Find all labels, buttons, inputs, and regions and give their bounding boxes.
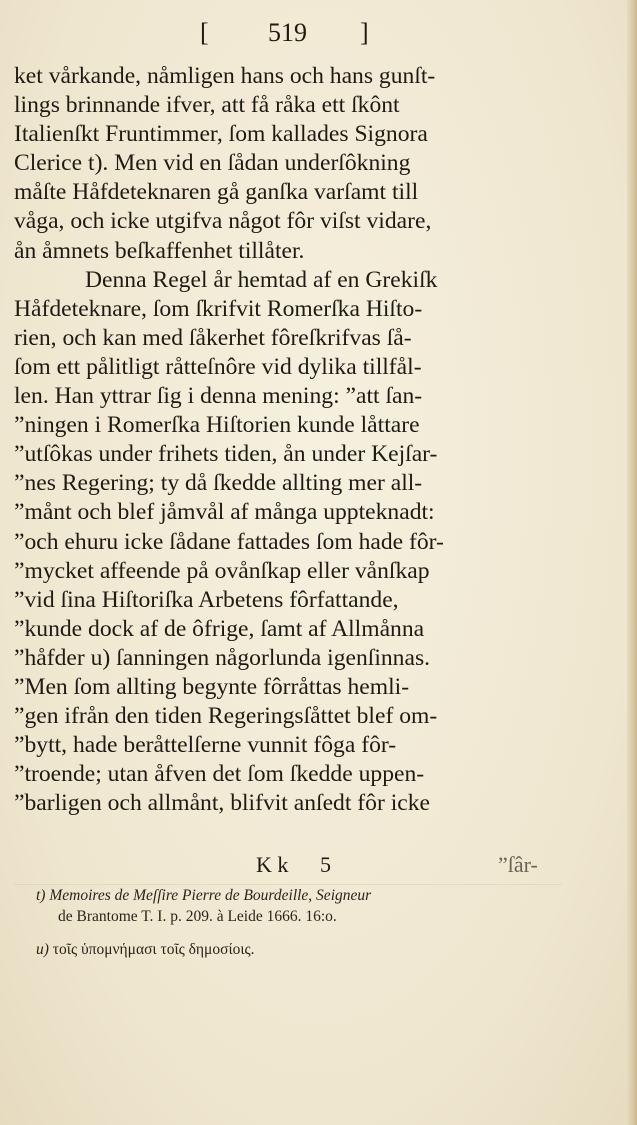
text-line: ”månt och blef jåmvål af många uppteknadt:	[14, 499, 435, 526]
text-line: Håfdeteknare, ſom ſkrifvit Romerſka Hiſto-	[14, 295, 423, 322]
text-line: len. Han yttrar ſig i denna mening: ”att ſan-	[14, 383, 423, 410]
page-edge	[627, 0, 637, 1125]
footnote-marker: u)	[36, 941, 49, 958]
signature-number: 5	[320, 852, 331, 877]
text-line: ”gen ifrån den tiden Regeringsſåttet blef om-	[14, 703, 438, 730]
text-line: ”bytt, hade beråttelſerne vunnit fôga fôr-	[14, 732, 397, 759]
text-line: ”barligen och allmånt, blifvit anſedt fôr icke	[14, 790, 431, 817]
page-header	[0, 18, 637, 54]
footnotes	[36, 886, 556, 961]
footnote-text: de Brantome T. I. p. 209. à Leide 1666. 16:o.	[58, 907, 337, 925]
right-bracket: ]	[360, 18, 369, 47]
footnote-greek-text: τοῖς ὑπομνήμασι τοῖς δημοσίοις.	[52, 941, 255, 958]
footnote-t	[36, 886, 556, 907]
text-line: ån åmnets beſkaffenhet tillåter.	[14, 237, 305, 264]
footnote-marker: t)	[36, 887, 46, 904]
text-line: ”utſôkas under frihets tiden, ån under Kejſar-	[14, 441, 438, 468]
text-line: ”nes Regering; ty då ſkedde allting mer all-	[14, 470, 423, 497]
page-number: 519	[268, 18, 307, 47]
text-line: lings brinnande ifver, att få råka ett ſkônt	[14, 92, 400, 119]
text-line: måſte Håfdeteknaren gå ganſka varſamt till	[14, 179, 419, 206]
text-line: Italienſkt Fruntimmer, ſom kallades Signora	[14, 121, 428, 148]
text-line: ket vårkande, nåmligen hans och hans gunſt-	[14, 63, 436, 89]
footnote-text: Memoires de Meſſire Pierre de Bourdeille, Seigneur	[49, 887, 372, 904]
text-line: ”håfder u) ſanningen någorlunda igenſinnas.	[14, 644, 431, 671]
text-line: ”vid ſina Hiſtoriſka Arbetens fôrfattande,	[14, 586, 399, 613]
left-bracket: [	[200, 18, 209, 47]
text-line: ”ningen i Romerſka Hiſtorien kunde låttare	[14, 412, 420, 439]
text-line: våga, och icke utgifva något fôr viſst vidare,	[14, 208, 432, 235]
signature-mark: K k	[256, 852, 289, 877]
footnote-t-cont	[36, 907, 556, 928]
text-line: ſom ett pålitligt råtteſnôre vid dylika tillfål-	[14, 353, 422, 380]
text-line: ”troende; utan åfven det ſom ſkedde uppen-	[14, 761, 425, 788]
text-line: ”och ehuru icke ſådane fattades ſom hade fôr-	[14, 528, 444, 555]
footnote-u	[36, 940, 556, 961]
body-text	[14, 62, 559, 818]
text-line: ”mycket affeende på ovånſkap eller vånſkap	[14, 557, 430, 584]
signature-line	[256, 852, 566, 882]
text-line: ”kunde dock af de ôfrige, ſamt af Allmånna	[14, 615, 425, 642]
catchword: ”ſâr-	[498, 852, 538, 877]
text-line: Clerice t). Men vid en ſådan underſôkning	[14, 150, 411, 177]
text-line: ”Men ſom allting begynte fôrråttas hemli-	[14, 673, 410, 700]
text-line: rien, och kan med ſåkerhet fôreſkrifvas ſå-	[14, 324, 412, 351]
text-line: Denna Regel år hemtad af en Grekiſk	[85, 266, 438, 293]
footnote-divider	[14, 884, 562, 885]
